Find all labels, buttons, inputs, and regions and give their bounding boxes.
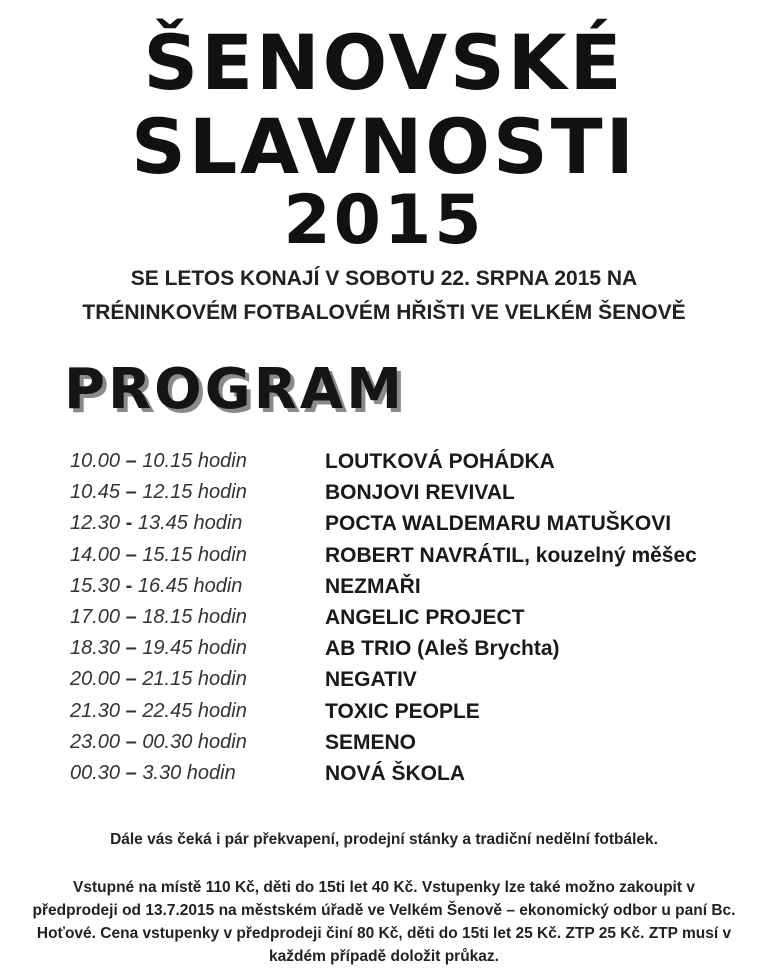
schedule-row xyxy=(0,602,768,633)
intro-line-1: SE LETOS KONAJÍ V SOBOTU 22. SRPNA 2015 NA xyxy=(130,267,638,290)
schedule-time: 14.00 – 15.15 hodin xyxy=(70,543,247,566)
schedule-act: LOUTKOVÁ POHÁDKA xyxy=(325,450,555,473)
tickets-note: Vstupné na místě 110 Kč, děti do 15ti let 40 Kč. Vstupenky lze také možno zakoupit v předprodeji od 13.7.2015 na městském úřadě ve Velkém Šenově – ekonomický odbor u paní Bc. Hoťové. Cena vstupenky v předprodeji činí 80 Kč, děti do 15ti let 25 Kč. ZTP 25 Kč. ZTP musí v každém případě doložit průkaz. xyxy=(32,879,736,965)
intro-text xyxy=(0,262,768,330)
schedule-time: 10.00 – 10.15 hodin xyxy=(70,450,247,472)
schedule-time: 20.00 – 21.15 hodin xyxy=(70,668,247,691)
schedule-row xyxy=(0,758,768,789)
schedule-row xyxy=(0,571,768,602)
schedule-act: NEGATIV xyxy=(325,668,417,692)
schedule-time: 21.30 – 22.45 hodin xyxy=(70,699,247,722)
schedule-row xyxy=(0,446,768,477)
schedule-row xyxy=(0,508,768,539)
title-line-1: ŠENOVSKÉ xyxy=(143,18,625,107)
title-line-3: 2015 xyxy=(283,181,485,260)
schedule-time: 12.30 - 13.45 hodin xyxy=(70,512,243,535)
extras-note: Dále vás čeká i pár překvapení, prodejní stánky a tradiční nedělní fotbálek. xyxy=(110,831,658,848)
schedule-act: ROBERT NAVRÁTIL, kouzelný měšec xyxy=(325,543,697,567)
schedule-time: 00.30 – 3.30 hodin xyxy=(70,761,236,784)
schedule-act: POCTA WALDEMARU MATUŠKOVI xyxy=(325,512,672,536)
schedule-row xyxy=(0,727,768,758)
schedule-row xyxy=(0,633,768,664)
schedule-act: NOVÁ ŠKOLA xyxy=(325,761,466,785)
schedule-row xyxy=(0,477,768,508)
schedule-time: 18.30 – 19.45 hodin xyxy=(70,637,247,660)
schedule-act: AB TRIO (Aleš Brychta) xyxy=(325,637,560,661)
schedule-act: ANGELIC PROJECT xyxy=(325,605,525,629)
schedule-list xyxy=(0,446,768,789)
schedule-act: BONJOVI REVIVAL xyxy=(325,481,515,505)
program-heading: PROGRAM xyxy=(64,357,405,422)
schedule-time: 15.30 - 16.45 hodin xyxy=(70,574,243,597)
schedule-row xyxy=(0,696,768,727)
schedule-act: NEZMAŘI xyxy=(325,574,421,598)
schedule-time: 23.00 – 00.30 hodin xyxy=(70,730,247,753)
intro-line-2: TRÉNINKOVÉM FOTBALOVÉM HŘIŠTI VE VELKÉM ŠENOVĚ xyxy=(82,301,686,324)
schedule-row xyxy=(0,664,768,695)
schedule-row xyxy=(0,540,768,571)
schedule-time: 17.00 – 18.15 hodin xyxy=(70,605,247,628)
schedule-act: TOXIC PEOPLE xyxy=(325,699,480,723)
schedule-act: SEMENO xyxy=(325,730,417,754)
title-line-2: SLAVNOSTI xyxy=(131,102,637,191)
schedule-time: 10.45 – 12.15 hodin xyxy=(70,481,247,504)
